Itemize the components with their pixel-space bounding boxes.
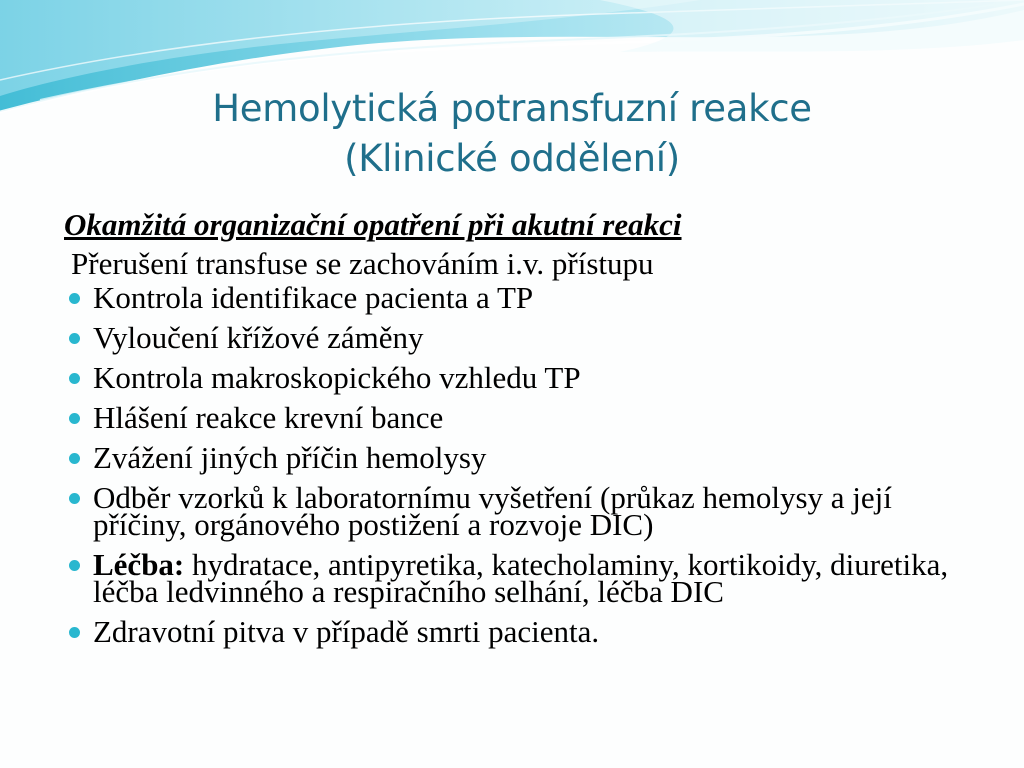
bullet-dot-icon xyxy=(69,560,80,571)
list-item-text: Vyloučení křížové záměny xyxy=(93,320,424,355)
list-item xyxy=(64,320,964,355)
intro-line: Přerušení transfuse se zachováním i.v. přístupu xyxy=(71,246,654,281)
list-item xyxy=(64,547,964,609)
list-item xyxy=(64,280,964,315)
bullet-dot-icon xyxy=(69,627,80,638)
list-item-text: Kontrola makroskopického vzhledu TP xyxy=(93,360,581,395)
bullet-dot-icon xyxy=(69,293,80,304)
list-item xyxy=(64,400,964,435)
list-item-text: Kontrola identifikace pacienta a TP xyxy=(93,280,534,315)
list-item xyxy=(64,440,964,475)
list-item xyxy=(64,614,964,649)
slide-title-line-1: Hemolytická potransfuzní reakce xyxy=(212,87,812,130)
bullet-dot-icon xyxy=(69,453,80,464)
list-item-text: Zvážení jiných příčin hemolysy xyxy=(93,440,487,475)
list-item xyxy=(64,480,964,542)
bullet-dot-icon xyxy=(69,333,80,344)
list-item xyxy=(64,360,964,395)
bullet-dot-icon xyxy=(69,493,80,504)
list-item-label: Léčba: xyxy=(93,547,185,582)
bullet-dot-icon xyxy=(69,373,80,384)
slide-content xyxy=(64,206,964,658)
section-heading: Okamžitá organizační opatření při akutní reakci xyxy=(64,207,682,242)
bullet-dot-icon xyxy=(69,413,80,424)
list-item-text: Hlášení reakce krevní bance xyxy=(93,400,444,435)
bullet-list xyxy=(64,280,964,649)
list-item-text: Odběr vzorků k laboratornímu vyšetření (průkaz hemolysy a její příčiny, orgánového postižení a rozvoje DIC) xyxy=(93,480,892,542)
slide-title-line-2: (Klinické oddělení) xyxy=(344,137,680,180)
list-item-text: Zdravotní pitva v případě smrti pacienta. xyxy=(93,614,600,649)
list-item-text: hydratace, antipyretika, katecholaminy, kortikoidy, diuretika, léčba ledvinného a respiračního selhání, léčba DIC xyxy=(93,547,949,609)
slide-title xyxy=(0,84,1024,184)
